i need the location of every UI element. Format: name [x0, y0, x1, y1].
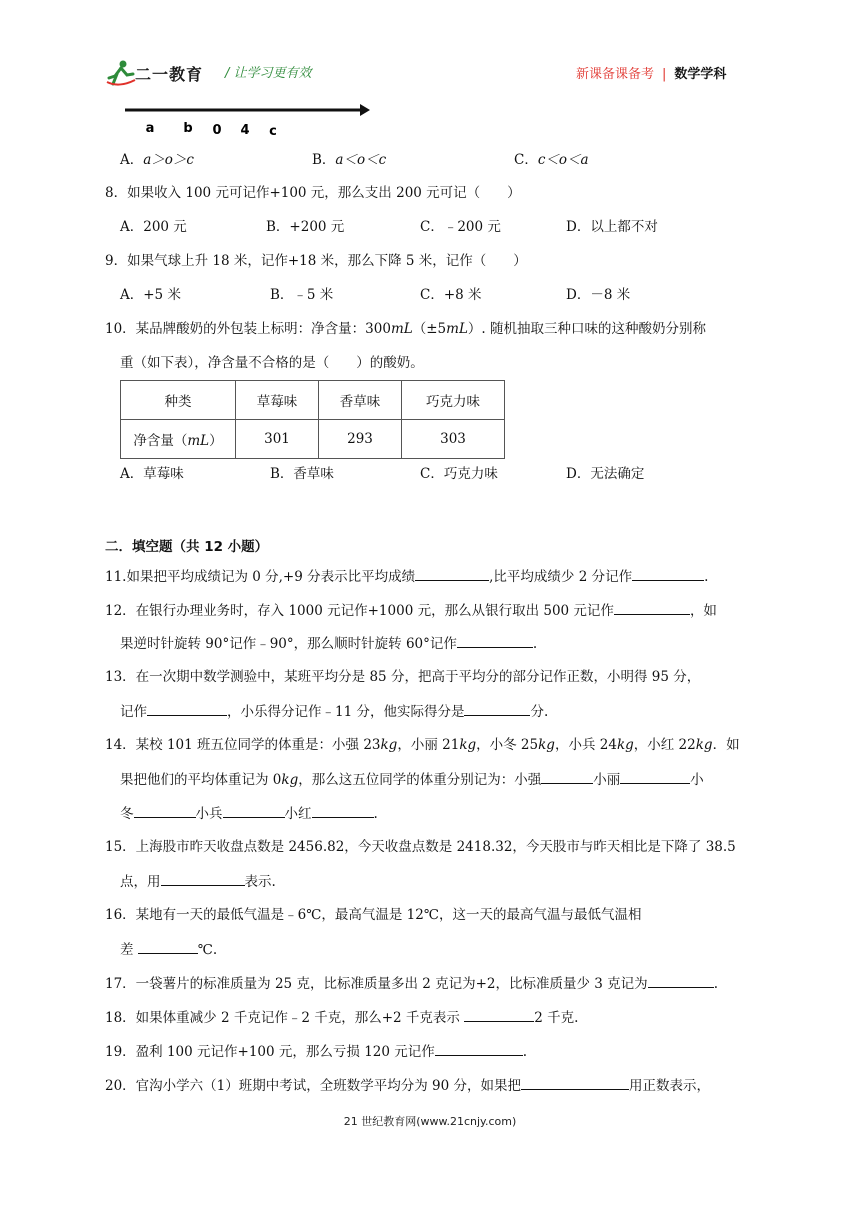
q8-option-a: A．200 元 [120, 219, 187, 235]
q18-text-a: 18．如果体重减少 2 千克记作﹣2 千克，那么+2 千克表示 [105, 1010, 465, 1026]
q14-unit: kg [281, 772, 299, 788]
q10-unit-1: mL [390, 321, 413, 337]
q14-text: ，小丽 21 [397, 737, 460, 753]
header-right [576, 63, 726, 82]
answer-blank[interactable] [223, 803, 285, 818]
number-line-label-a: a [145, 121, 155, 136]
q9-option-d: D．－8 米 [566, 287, 631, 303]
number-line-label-b: b [183, 121, 193, 136]
q12-text-b: ，如 [689, 603, 717, 619]
answer-blank[interactable] [457, 633, 533, 648]
q9-option-c: C．+8 米 [420, 287, 482, 303]
q10-option-b: B．香草味 [270, 466, 334, 482]
q10-table [120, 380, 505, 459]
table-row-label-unit: mL [187, 433, 210, 449]
table-header-cell: 香草味 [319, 381, 402, 420]
q12-text-a: 12．在银行办理业务时，存入 1000 元记作+1000 元，那么从银行取出 500 元记作 [105, 603, 614, 619]
q13-text-b: ，小乐得分记作﹣11 分，他实际得分是 [227, 704, 465, 720]
q14-text: . [373, 806, 378, 822]
q16-text-a: 差 [120, 942, 138, 958]
q15-line1: 15．上海股市昨天收盘点数是 2456.82，今天收盘点数是 2418.32，今天股市与昨天相比是下降了 38.5 [105, 839, 736, 855]
q8-stem: 8．如果收入 100 元可记作+100 元，那么支出 200 元可记（ ） [105, 185, 521, 201]
q10-text-b: （±5 [412, 321, 447, 337]
q7-option-a-expr: a＞o＞c [143, 152, 194, 168]
q14-text: 果把他们的平均体重记为 0 [120, 772, 282, 788]
q20-text-a: 20．官沟小学六（1）班期中考试，全班数学平均分为 90 分，如果把 [105, 1078, 522, 1094]
answer-blank[interactable] [138, 939, 198, 954]
q14-text: ，小兵 24 [554, 737, 617, 753]
q14-unit: kg [538, 737, 555, 753]
q14-text: ，小冬 25 [476, 737, 539, 753]
q12-text-c: 果逆时针旋转 90°记作﹣90°，那么顺时针旋转 60°记作 [120, 636, 457, 652]
q8-option-d: D．以上都不对 [566, 219, 658, 235]
q14-text: 小红 [284, 806, 312, 822]
q9-option-a: A．+5 米 [120, 287, 181, 303]
answer-blank[interactable] [415, 566, 489, 581]
header-tag-subject: 数学学科 [674, 67, 727, 82]
q14-line1 [105, 735, 740, 755]
q7-option-b-prefix: B． [312, 152, 336, 168]
answer-blank[interactable] [147, 701, 227, 716]
q14-text: 小丽 [593, 772, 621, 788]
q10-option-c: C．巧克力味 [420, 466, 498, 482]
q10-line1 [105, 319, 706, 339]
answer-blank[interactable] [648, 973, 714, 988]
table-row-label-text: 净含量（ [133, 433, 188, 449]
q15-text-a: 点，用 [120, 874, 161, 890]
q14-text: ，那么这五位同学的体重分别记为：小强 [298, 772, 542, 788]
q8-option-b: B．+200 元 [266, 219, 345, 235]
q14-text: 小兵 [195, 806, 223, 822]
brand-name: 二一教育 [135, 65, 204, 84]
header-tag-prep: 新课备课备考 [576, 67, 655, 82]
q14-unit: kg [616, 737, 634, 753]
page-header [0, 0, 860, 95]
number-line-label-c: c [269, 124, 277, 139]
number-line-label-4: 4 [240, 123, 250, 138]
q10-line2: 重（如下表），净含量不合格的是（ ）的酸奶。 [120, 355, 424, 371]
q14-text: 小 [690, 772, 704, 788]
q14-text: 14．某校 101 班五位同学的体重是：小强 23 [105, 737, 381, 753]
answer-blank[interactable] [521, 1075, 629, 1090]
q10-option-d: D．无法确定 [566, 466, 645, 482]
table-row-label-close: ） [209, 433, 223, 449]
q12-line1 [105, 600, 717, 621]
table-cell: 301 [236, 420, 319, 459]
q19-text-a: 19．盈利 100 元记作+100 元，那么亏损 120 元记作 [105, 1044, 435, 1060]
q14-line2 [120, 769, 704, 790]
number-line-label-0: 0 [212, 123, 222, 138]
q11-text-c: . [704, 569, 709, 585]
answer-blank[interactable] [464, 1007, 534, 1022]
answer-blank[interactable] [541, 769, 593, 784]
answer-blank[interactable] [620, 769, 690, 784]
table-header-cell: 巧克力味 [402, 381, 505, 420]
page-footer: 21 世纪教育网(www.21cnjy.com) [343, 1115, 517, 1128]
q14-unit: kg [459, 737, 477, 753]
q13-line2 [120, 701, 548, 722]
number-line-arrow [360, 104, 370, 116]
q8-option-c: C．﹣200 元 [420, 219, 501, 235]
q7-option-c-prefix: C． [514, 152, 538, 168]
q14-unit: kg [380, 737, 398, 753]
answer-blank[interactable] [614, 600, 690, 615]
q20-line [105, 1075, 710, 1096]
table-header-cell: 种类 [121, 381, 236, 420]
q15-line2 [120, 871, 276, 892]
q7-option-b [312, 150, 386, 170]
q7-option-c-expr: c＜o＜a [537, 152, 589, 168]
q10-unit-2: mL [446, 321, 468, 337]
q16-line2 [120, 939, 217, 960]
q10-text-c: ）. 随机抽取三种口味的这种酸奶分别称 [467, 321, 707, 337]
q18-line [105, 1007, 578, 1028]
q14-text: ，小红 22 [633, 737, 696, 753]
table-row [121, 420, 505, 459]
answer-blank[interactable] [435, 1041, 523, 1056]
q11-line [105, 566, 708, 587]
q10-text-a: 10．某品牌酸奶的外包装上标明：净含量：300 [105, 321, 391, 337]
q10-option-a: A．草莓味 [120, 466, 184, 482]
q14-line3 [120, 803, 378, 824]
q12-text-d: . [532, 636, 538, 652]
q9-option-b: B．﹣5 米 [270, 287, 334, 303]
table-header-row [121, 381, 505, 420]
header-separator: | [662, 67, 667, 82]
q13-text-c: 分. [530, 704, 549, 720]
q12-line2 [120, 633, 537, 654]
brand-slogan: / 让学习更有效 [225, 66, 312, 81]
number-line-figure [120, 98, 370, 140]
q13-line1: 13．在一次期中数学测验中，某班平均分是 85 分，把高于平均分的部分记作正数，小明得 95 分， [105, 669, 701, 685]
q17-text-a: 17．一袋薯片的标准质量为 25 克，比标准质量多出 2 克记为+2，比标准质量少 3 克记为 [105, 976, 648, 992]
q14-text: ．如 [712, 737, 740, 753]
q15-text-b: 表示. [244, 874, 276, 890]
q11-text-a: 11.如果把平均成绩记为 0 分,+9 分表示比平均成绩 [105, 569, 416, 585]
q7-option-a-prefix: A． [120, 152, 144, 168]
q14-unit: kg [695, 737, 713, 753]
answer-blank[interactable] [134, 803, 196, 818]
answer-blank[interactable] [161, 871, 245, 886]
table-row-label [121, 420, 236, 459]
q9-stem: 9．如果气球上升 18 米，记作+18 米，那么下降 5 米，记作（ ） [105, 253, 527, 269]
table-cell: 293 [319, 420, 402, 459]
q16-line1: 16．某地有一天的最低气温是﹣6℃，最高气温是 12℃，这一天的最高气温与最低气温相 [105, 907, 642, 923]
table-cell: 303 [402, 420, 505, 459]
table-header-cell: 草莓味 [236, 381, 319, 420]
section-title: 二．填空题（共 12 小题） [105, 539, 269, 555]
q7-option-c [514, 150, 589, 170]
q13-text-a: 记作 [120, 704, 147, 720]
q20-text-b: 用正数表示， [629, 1078, 711, 1094]
q18-text-b: 2 千克. [534, 1010, 579, 1026]
q19-text-b: . [522, 1044, 528, 1060]
q17-text-b: . [713, 976, 718, 992]
q14-text: 冬 [120, 806, 134, 822]
answer-blank[interactable] [632, 566, 704, 581]
q11-text-b: ,比平均成绩少 2 分记作 [489, 569, 633, 585]
q19-line [105, 1041, 527, 1062]
q7-option-a [120, 150, 194, 170]
answer-blank[interactable] [464, 701, 530, 716]
q7-option-b-expr: a＜o＜c [335, 152, 387, 168]
q16-text-b: ℃. [197, 942, 218, 958]
q17-line [105, 973, 718, 994]
answer-blank[interactable] [312, 803, 374, 818]
